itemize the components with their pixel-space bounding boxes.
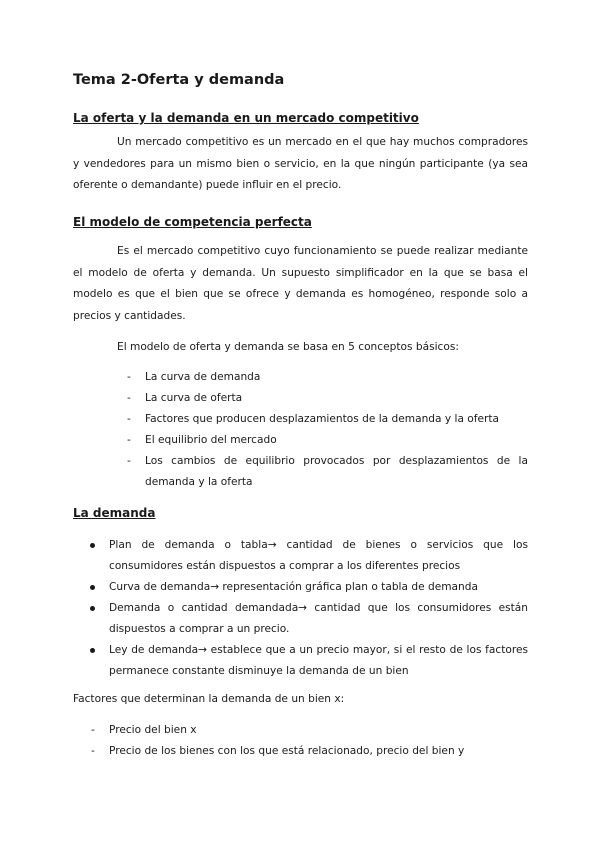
list-item: Demanda o cantidad demandada→ cantidad que los consumidores están dispuestos a comprar a un precio.: [109, 598, 528, 640]
page-title: Tema 2-Oferta y demanda: [73, 72, 285, 88]
section-heading-competencia-perfecta: El modelo de competencia perfecta: [73, 215, 312, 229]
list-item: Curva de demanda→ representación gráfica plan o tabla de demanda: [109, 577, 528, 598]
list-item: Plan de demanda o tabla→ cantidad de bienes o servicios que los consumidores están dispuestos a comprar a los diferentes precios: [109, 535, 528, 577]
bullet-marker: [90, 606, 95, 611]
dash-marker: -: [127, 371, 131, 383]
section-heading-demanda: La demanda: [73, 506, 156, 520]
dash-marker: -: [91, 724, 95, 736]
list-item: Ley de demanda→ establece que a un precio mayor, si el resto de los factores permanece constante disminuye la demanda de un bien: [109, 640, 528, 682]
paragraph-conceptos-intro: El modelo de oferta y demanda se basa en 5 conceptos básicos:: [117, 341, 459, 353]
dash-marker: -: [127, 392, 131, 404]
list-item: - Precio del bien x: [109, 720, 528, 741]
conceptos-list: [127, 367, 528, 493]
bullet-marker: [90, 585, 95, 590]
demanda-bullet-list: [109, 535, 528, 682]
factores-list: [91, 720, 528, 762]
paragraph-factores-intro: Factores que determinan la demanda de un bien x:: [73, 693, 345, 705]
list-item: - La curva de oferta: [145, 388, 528, 409]
list-item: - El equilibrio del mercado: [145, 430, 528, 451]
list-item: - La curva de demanda: [145, 367, 528, 388]
dash-marker: -: [127, 455, 131, 467]
bullet-marker: [90, 648, 95, 653]
dash-marker: -: [127, 434, 131, 446]
list-item: - Los cambios de equilibrio provocados por desplazamientos de la demanda y la oferta: [145, 451, 528, 493]
list-item: - Precio de los bienes con los que está relacionado, precio del bien y: [109, 741, 528, 762]
list-item: - Factores que producen desplazamientos de la demanda y la oferta: [145, 409, 528, 430]
paragraph-modelo-competencia: Es el mercado competitivo cuyo funcionamiento se puede realizar mediante el modelo de oferta y demanda. Un supuesto simplificador en la que se basa el modelo es que el bien que se ofrece y demanda es homogéneo, responde solo a precios y cantidades.: [73, 245, 528, 322]
section-heading-oferta-demanda: La oferta y la demanda en un mercado competitivo: [73, 111, 419, 125]
bullet-marker: [90, 543, 95, 548]
paragraph-mercado-competitivo: Un mercado competitivo es un mercado en el que hay muchos compradores y vendedores para un mismo bien o servicio, en la que ningún participante (ya sea oferente o demandante) puede influir en el precio.: [73, 136, 528, 191]
dash-marker: -: [127, 413, 131, 425]
dash-marker: -: [91, 745, 95, 757]
